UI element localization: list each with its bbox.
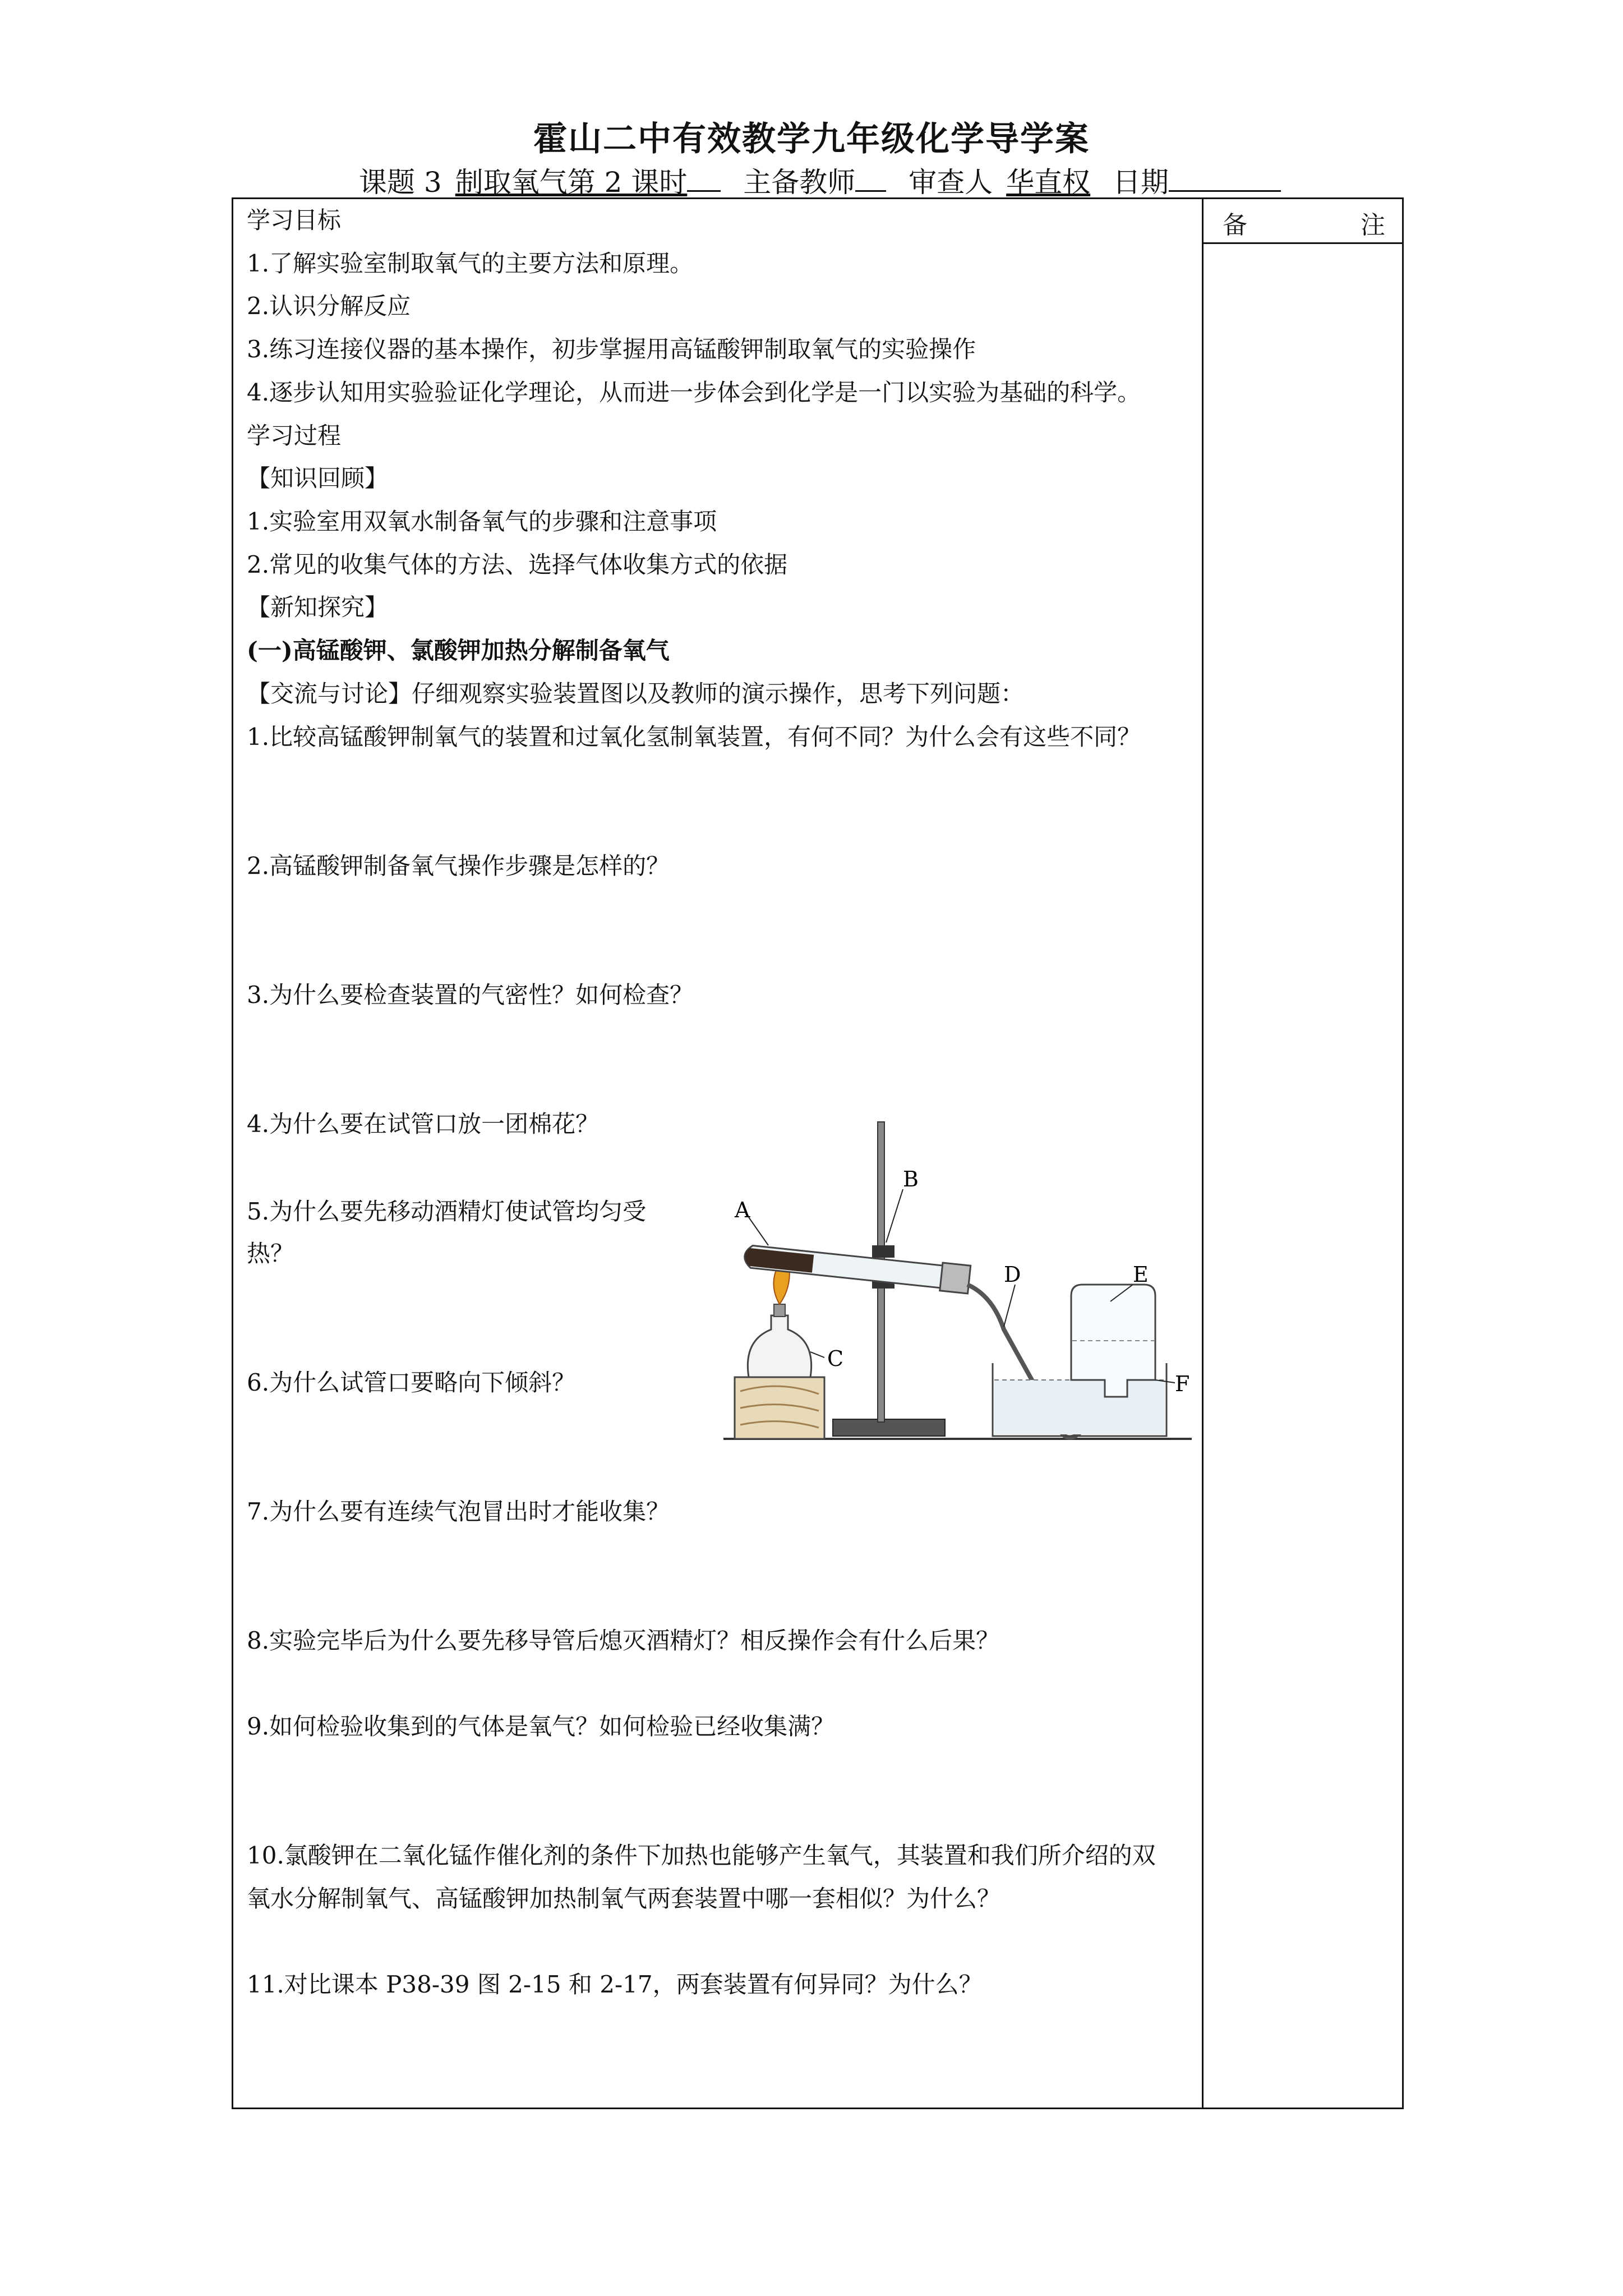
- question-11: 11.对比课本 P38-39 图 2-15 和 2-17，两套装置有何异同？为什么？: [247, 1971, 983, 1998]
- question-2: 2.高锰酸钾制备氧气操作步骤是怎样的？: [247, 852, 670, 880]
- question-7: 7.为什么要有连续气泡冒出时才能收集？: [247, 1498, 670, 1525]
- notes-column-divider: [1202, 197, 1204, 2109]
- discussion-intro: 【交流与讨论】仔细观察实验装置图以及教师的演示操作，思考下列问题：: [247, 680, 1025, 707]
- question-8: 8.实验完毕后为什么要先移导管后熄灭酒精灯？相反操作会有什么后果？: [247, 1627, 1000, 1654]
- explore-heading: 【新知探究】: [247, 593, 389, 621]
- date-blank: [1169, 168, 1281, 192]
- goal-item: 2.认识分解反应: [247, 292, 411, 320]
- goal-item: 1.了解实验室制取氧气的主要方法和原理。: [247, 250, 694, 277]
- lesson-topic: [455, 166, 721, 199]
- question-6: 6.为什么试管口要略向下倾斜？: [247, 1369, 576, 1396]
- notes-column-header: [1223, 205, 1385, 241]
- topic-blank: [687, 168, 721, 192]
- oxygen-apparatus-diagram: [718, 1116, 1195, 1447]
- question-5-cont: 热？: [247, 1240, 294, 1267]
- question-10: 10.氯酸钾在二氧化锰作催化剂的条件下加热也能够产生氧气，其装置和我们所介绍的双: [247, 1842, 1156, 1869]
- reviewer-name: 华直权: [1006, 166, 1091, 199]
- goals-heading: 学习目标: [247, 206, 342, 234]
- page-title: 霍山二中有效教学九年级化学导学案: [533, 119, 1090, 159]
- label-b: B: [903, 1167, 919, 1191]
- teacher-blank: [855, 168, 886, 192]
- question-1: 1.比较高锰酸钾制氧气的装置和过氧化氢制氧装置，有何不同？为什么会有这些不同？: [247, 723, 1141, 751]
- alcohol-lamp: [748, 1315, 811, 1377]
- process-heading: 学习过程: [247, 422, 342, 449]
- notes-label-right: 注: [1361, 211, 1385, 240]
- notes-header-divider: [1204, 242, 1404, 244]
- lesson-number: 课题 3: [359, 166, 442, 199]
- review-heading: 【知识回顾】: [247, 464, 389, 492]
- label-d: D: [1004, 1262, 1021, 1287]
- label-a: A: [735, 1198, 750, 1222]
- question-4: 4.为什么要在试管口放一团棉花？: [247, 1110, 600, 1138]
- stopper: [940, 1263, 971, 1294]
- question-3: 3.为什么要检查装置的气密性？如何检查？: [247, 981, 694, 1009]
- review-item: 2.常见的收集气体的方法、选择气体收集方式的依据: [247, 551, 788, 578]
- review-item: 1.实验室用双氧水制备氧气的步骤和注意事项: [247, 508, 717, 535]
- question-5: 5.为什么要先移动酒精灯使试管均匀受: [247, 1198, 647, 1225]
- clamp: [872, 1245, 895, 1258]
- goal-item: 3.练习连接仪器的基本操作，初步掌握用高锰酸钾制取氧气的实验操作: [247, 335, 976, 363]
- label-c: C: [827, 1346, 844, 1371]
- label-e: E: [1133, 1262, 1149, 1287]
- question-10-cont: 氧水分解制氧气、高锰酸钾加热制氧气两套装置中哪一套相似？为什么？: [247, 1885, 1001, 1912]
- notes-label-left: 备: [1223, 211, 1247, 240]
- question-9: 9.如何检验收集到的气体是氧气？如何检验已经收集满？: [247, 1713, 835, 1740]
- lesson-info-line: [359, 160, 1294, 200]
- label-f: F: [1175, 1372, 1190, 1396]
- iron-stand-base: [833, 1419, 945, 1436]
- teacher-label: 主备教师: [743, 166, 856, 199]
- lesson-topic-text: 制取氧气第 2 课时: [455, 166, 688, 199]
- reviewer-label: 审查人: [909, 166, 993, 199]
- section-title: (一)高锰酸钾、氯酸钾加热分解制备氧气: [247, 637, 670, 664]
- goal-item: 4.逐步认知用实验验证化学理论，从而进一步体会到化学是一门以实验为基础的科学。: [247, 379, 1141, 406]
- date-label: 日期: [1113, 166, 1169, 199]
